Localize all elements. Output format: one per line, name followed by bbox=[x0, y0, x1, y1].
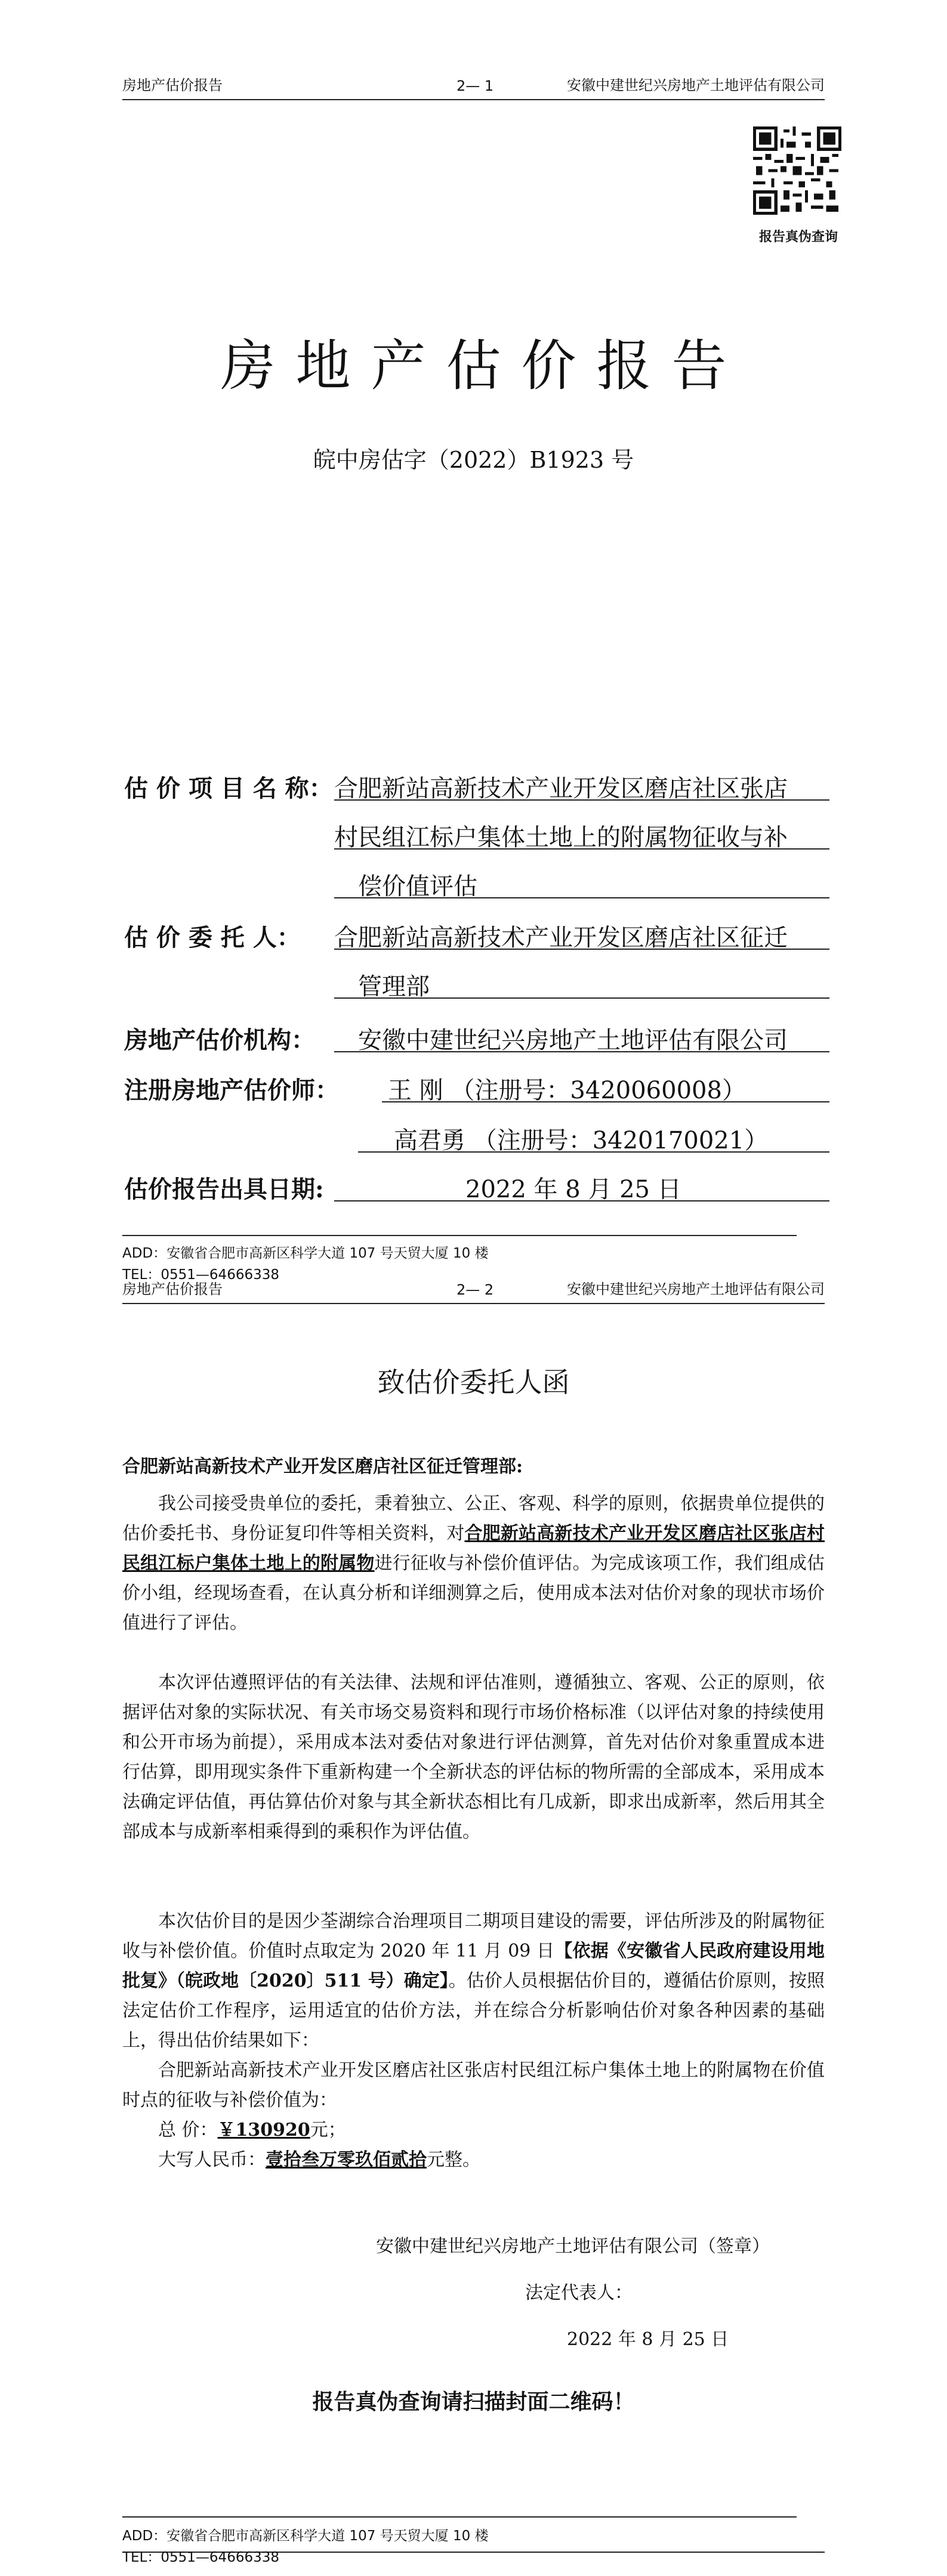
p3-text: 本次估价目的是因少荃湖综合治理项目二期项目建设的需要，评估所涉及的附属物征收与补偿价值。价值时点取定为 2020 年 11 月 09 日 bbox=[122, 1911, 825, 1962]
agency-label: 房地产估价机构： bbox=[124, 1026, 315, 1054]
header-company: 安徽中建世纪兴房地产土地评估有限公司 bbox=[567, 77, 825, 94]
client-line-2: 管理部 bbox=[358, 973, 430, 1000]
total-label: 总 价： bbox=[158, 2120, 218, 2141]
issue-date: 2022 年 8 月 25 日 bbox=[465, 1176, 681, 1203]
underline bbox=[334, 1200, 829, 1201]
date-label: 估价报告出具日期: bbox=[124, 1175, 324, 1203]
appraiser-label: 注册房地产估价师： bbox=[124, 1076, 339, 1104]
sign-representative: 法定代表人： bbox=[525, 2282, 633, 2303]
p1-subject: 合肥新站高新技术产业开发区磨店社区张店村民组江标户集体土地上的附属物 bbox=[122, 1523, 825, 1574]
client-line-1: 合肥新站高新技术产业开发区磨店社区征迁 bbox=[334, 924, 788, 952]
underline bbox=[334, 997, 829, 999]
report-title: 房地产估价报告 bbox=[220, 334, 747, 398]
client-label: 估 价 委 托 人： bbox=[124, 923, 301, 952]
footer-divider bbox=[122, 1235, 797, 1236]
letter-paragraph-4: 合肥新站高新技术产业开发区磨店社区张店村民组江标户集体土地上的附属物在价值时点的征收与补偿价值为： bbox=[122, 2060, 825, 2111]
underline bbox=[334, 897, 829, 898]
total-value: ￥130920 bbox=[217, 2120, 310, 2141]
total-price-line bbox=[122, 2115, 825, 2145]
footer-address: ADD：安徽省合肥市高新区科学大道 107 号天贸大厦 10 楼 bbox=[122, 2528, 489, 2544]
footer-address: ADD：安徽省合肥市高新区科学大道 107 号天贸大厦 10 楼 bbox=[122, 1246, 489, 1261]
header-page-number: 2— 1 bbox=[456, 78, 494, 94]
project-label: 估 价 项 目 名 称： bbox=[124, 774, 333, 802]
qr-code-icon[interactable] bbox=[753, 126, 841, 215]
footer-divider bbox=[122, 2516, 797, 2518]
underline bbox=[358, 1151, 829, 1153]
underline bbox=[334, 799, 829, 801]
page-header bbox=[122, 78, 825, 100]
underline bbox=[334, 1051, 829, 1052]
project-line-1: 合肥新站高新技术产业开发区磨店社区张店 bbox=[334, 775, 788, 802]
letter-addressee: 合肥新站高新技术产业开发区磨店社区征迁管理部: bbox=[122, 1456, 523, 1477]
rmb-line bbox=[122, 2145, 825, 2175]
rmb-value: 壹拾叁万零玖佰贰拾 bbox=[266, 2149, 427, 2170]
qr-caption: 报告真伪查询 bbox=[758, 230, 838, 245]
project-line-2: 村民组江标户集体土地上的附属物征收与补 bbox=[334, 824, 788, 851]
letter-paragraph-3 bbox=[122, 1907, 825, 2056]
p1-text-end: 进行征收与补偿价值评估。为完成该项工作，我们组成估价小组，经现场查看，在认真分析和详细测算之后，使用成本法对估价对象的现状市场价值进行了评估。 bbox=[122, 1553, 825, 1633]
authenticity-notice: 报告真伪查询请扫描封面二维码！ bbox=[312, 2389, 635, 2414]
header-left: 房地产估价报告 bbox=[122, 77, 223, 94]
p1-text: 我公司接受贵单位的委托，秉着独立、公正、客观、科学的原则，依据贵单位提供的估价委托书、身份证复印件等相关资料，对 bbox=[122, 1493, 825, 1544]
rmb-label: 大写人民币： bbox=[158, 2149, 266, 2170]
total-unit: 元； bbox=[310, 2120, 346, 2141]
p3-text-end: 。估价人员根据估价目的，遵循估价原则，按照法定估价工作程序，运用适宜的估价方法，并在综合分析影响估价对象各种因素的基础上，得出估价结果如下： bbox=[122, 1970, 825, 2051]
underline bbox=[382, 1101, 829, 1102]
letter-paragraph-2: 本次评估遵照评估的有关法律、法规和评估准则，遵循独立、客观、公正的原则，依据评估对象的实际状况、有关市场交易资料和现行市场价格标准（以评估对象的持续使用和公开市场为前提），采用成本法对委估对象进行评估测算，首先对估价对象重置成本进行估算，即用现实条件下重新构建一个全新状态的评估标的物所需的全部成本，采用成本法确定评估值，再估算估价对象与其全新状态相比有几成新，即求出成新率，然后用其全部成本与成新率相乘得到的乘积作为评估值。 bbox=[122, 1672, 825, 1842]
project-line-3: 偿价值评估 bbox=[358, 873, 477, 900]
footer-tel: TEL：0551—64666338 bbox=[122, 2550, 279, 2565]
appraiser-1: 王 刚 （注册号：3420060008） bbox=[388, 1077, 746, 1104]
document-number: 皖中房估字（2022）B1923 号 bbox=[313, 447, 634, 473]
sign-company: 安徽中建世纪兴房地产土地评估有限公司（签章） bbox=[376, 2236, 770, 2257]
underline bbox=[334, 848, 829, 850]
agency-name: 安徽中建世纪兴房地产土地评估有限公司 bbox=[358, 1027, 788, 1054]
letter-title: 致估价委托人函 bbox=[377, 1366, 570, 1398]
footer-tel: TEL：0551—64666338 bbox=[122, 1267, 279, 1283]
rmb-unit: 元整。 bbox=[427, 2149, 480, 2170]
header-company: 安徽中建世纪兴房地产土地评估有限公司 bbox=[567, 1281, 825, 1298]
header-left: 房地产估价报告 bbox=[122, 1281, 223, 1298]
sign-date: 2022 年 8 月 25 日 bbox=[567, 2329, 729, 2350]
p3-basis: 【依据《安徽省人民政府建设用地批复》（皖政地〔2020〕511 号）确定】 bbox=[122, 1941, 825, 1991]
letter-paragraph-1 bbox=[122, 1489, 825, 1638]
appraiser-2: 高君勇 （注册号：3420170021） bbox=[394, 1127, 769, 1154]
page-2-header bbox=[122, 1281, 825, 1304]
underline bbox=[334, 949, 829, 950]
header-page-number: 2— 2 bbox=[456, 1281, 494, 1298]
